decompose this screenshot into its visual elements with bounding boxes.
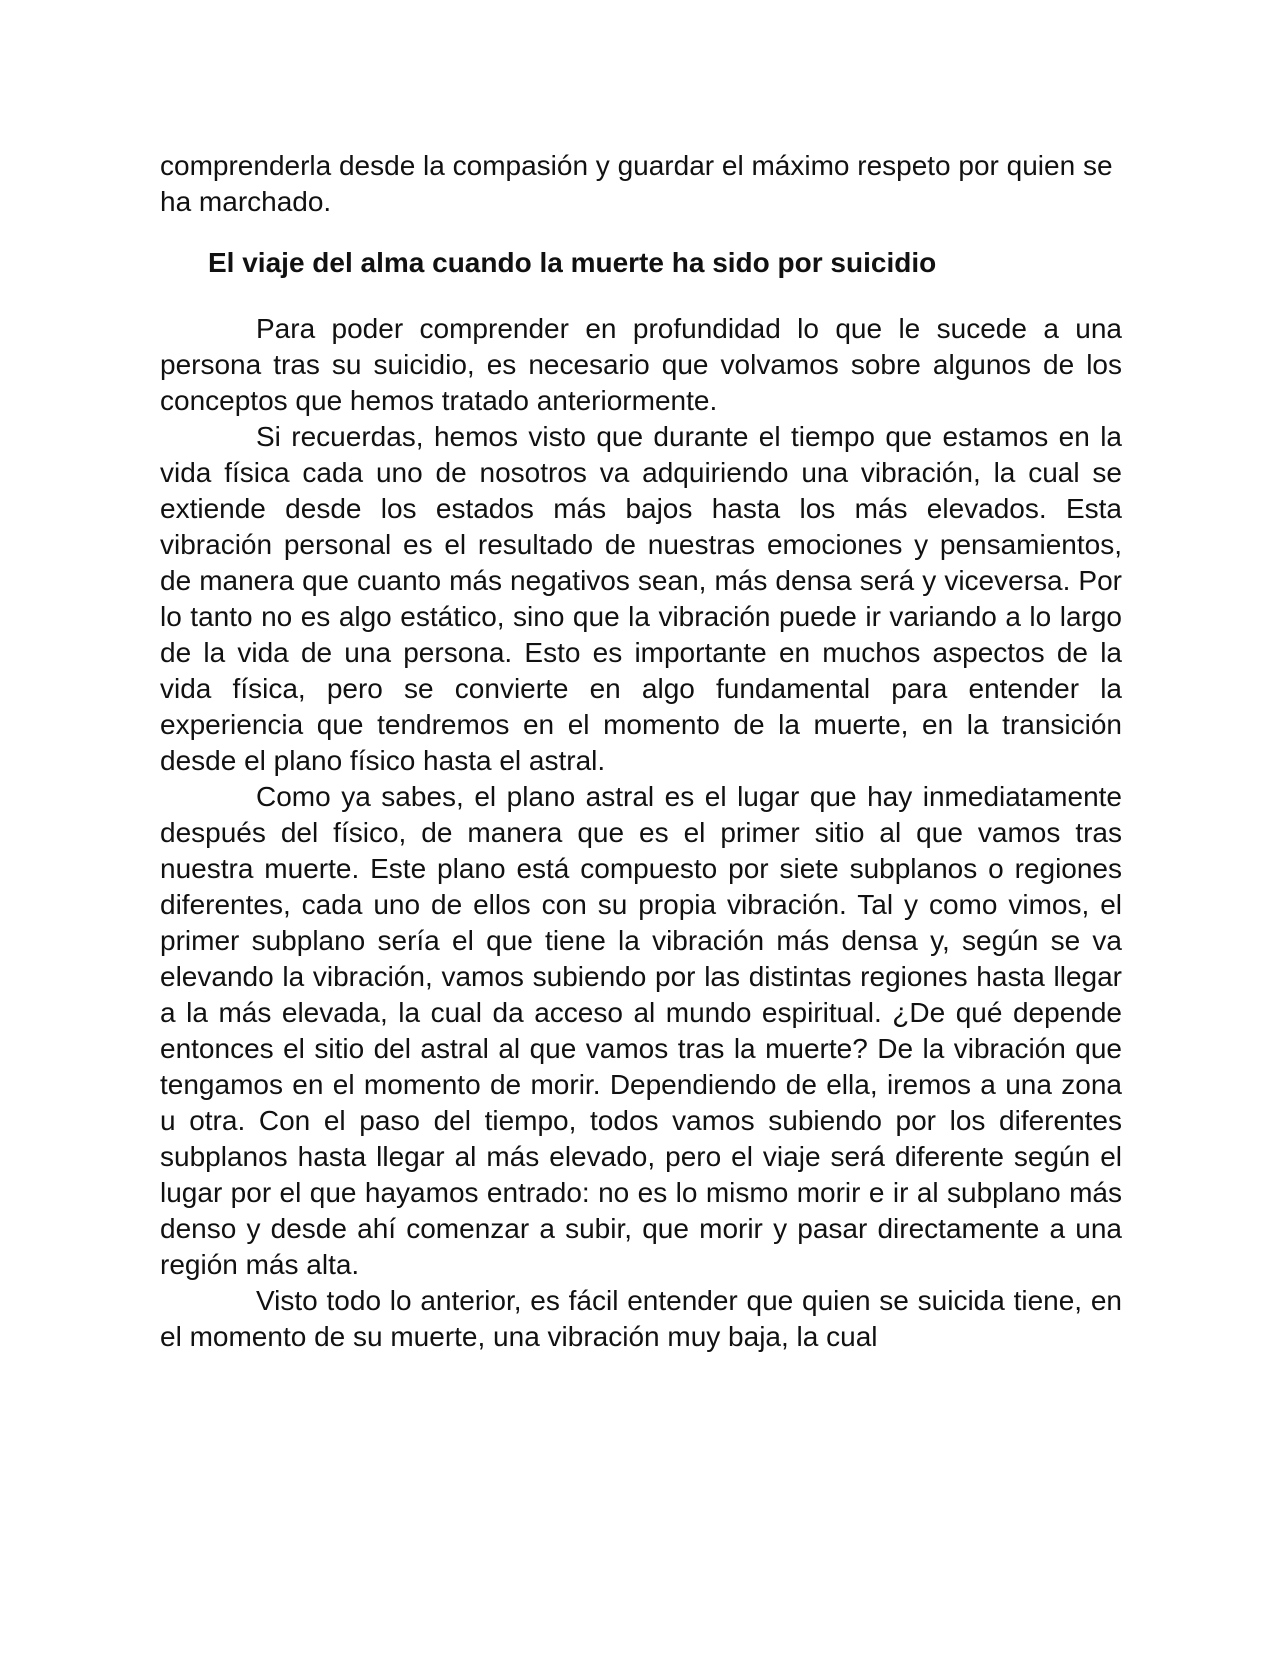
body-paragraph-1: Para poder comprender en profundidad lo que le sucede a una persona tras su suicidio, es necesario que volvamos sobre algunos de los conceptos que hemos tratado anteriormente. <box>160 313 1122 416</box>
intro-paragraph: comprenderla desde la compasión y guardar el máximo respeto por quien se ha marchado. <box>160 150 1113 217</box>
body-paragraph-4: Visto todo lo anterior, es fácil entender que quien se suicida tiene, en el momento de su muerte, una vibración muy baja, la cual <box>160 1285 1122 1352</box>
body-paragraph-2: Si recuerdas, hemos visto que durante el tiempo que estamos en la vida física cada uno de nosotros va adquiriendo una vibración, la cual se extiende desde los estados más bajos hasta los más elevados. Esta vibración personal es el resultado de nuestras emociones y pensamientos, de manera que cuanto más negativos sean, más densa será y viceversa. Por lo tanto no es algo estático, sino que la vibración puede ir variando a lo largo de la vida de una persona. Esto es importante en muchos aspectos de la vida física, pero se convierte en algo fundamental para entender la experiencia que tendremos en el momento de la muerte, en la transición desde el plano físico hasta el astral. <box>160 421 1122 776</box>
document-page <box>160 148 1122 1355</box>
body-paragraph-3: Como ya sabes, el plano astral es el lugar que hay inmediatamente después del físico, de manera que es el primer sitio al que vamos tras nuestra muerte. Este plano está compuesto por siete subplanos o regiones diferentes, cada uno de ellos con su propia vibración. Tal y como vimos, el primer subplano sería el que tiene la vibración más densa y, según se va elevando la vibración, vamos subiendo por las distintas regiones hasta llegar a la más elevada, la cual da acceso al mundo espiritual. ¿De qué depende entonces el sitio del astral al que vamos tras la muerte? De la vibración que tengamos en el momento de morir. Dependiendo de ella, iremos a una zona u otra. Con el paso del tiempo, todos vamos subiendo por los diferentes subplanos hasta llegar al más elevado, pero el viaje será diferente según el lugar por el que hayamos entrado: no es lo mismo morir e ir al subplano más denso y desde ahí comenzar a subir, que morir y pasar directamente a una región más alta. <box>160 781 1122 1280</box>
section-title: El viaje del alma cuando la muerte ha sido por suicidio <box>208 247 937 278</box>
